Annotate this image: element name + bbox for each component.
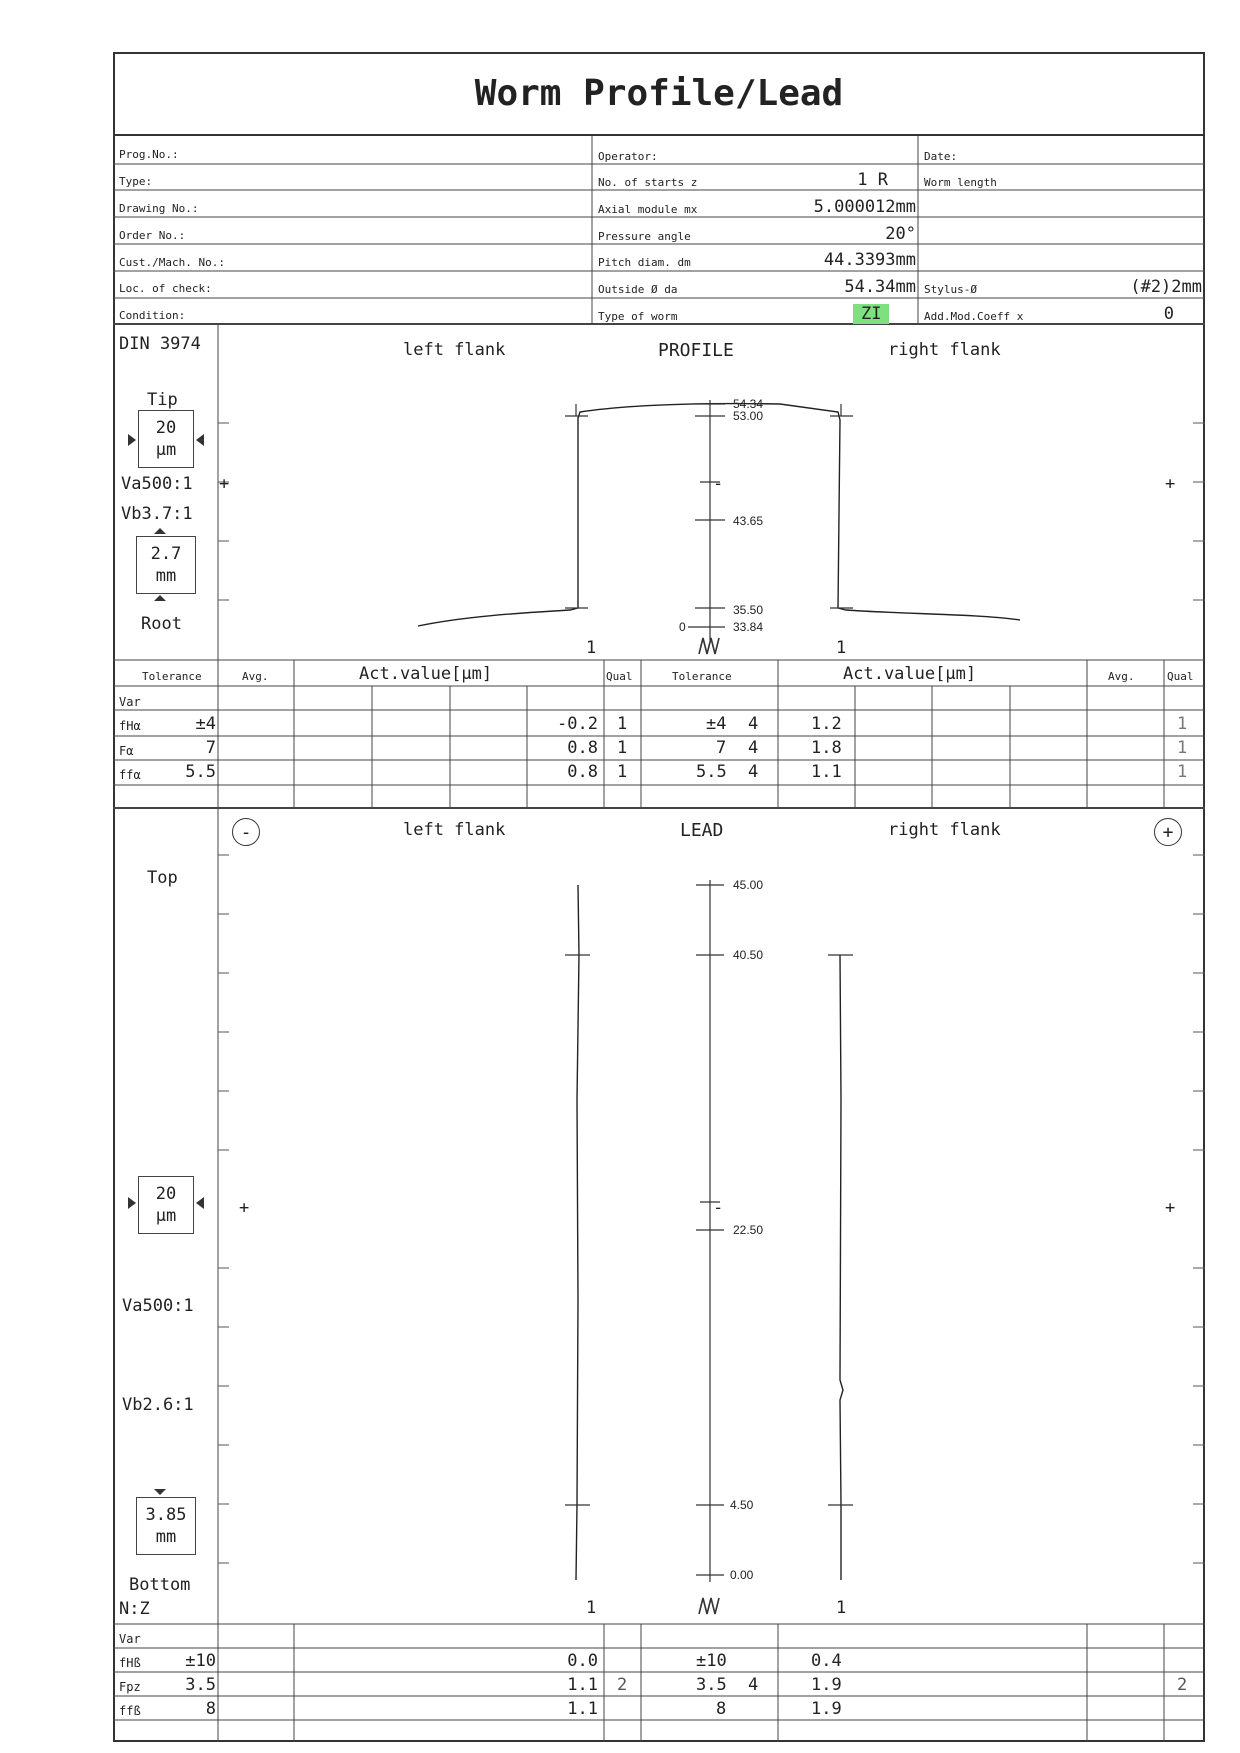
header-no-of-starts: No. of starts z: [598, 176, 698, 189]
row-fpz-act-right: 1.9: [811, 1675, 842, 1695]
value-outside-diam: 54.34mm: [844, 277, 916, 297]
header-date: Date:: [924, 150, 958, 163]
row-ffa-q-right: 4: [748, 762, 759, 782]
header-type: Type:: [119, 175, 153, 188]
row-ffb-name: ffß: [119, 1704, 141, 1718]
row-fpz-tol-left: 3.5: [185, 1675, 216, 1695]
lead-top-label: Top: [147, 868, 178, 888]
value-add-mod-coeff: 0: [1163, 304, 1174, 324]
lead-scale-box-mm: [136, 1497, 196, 1555]
profile-table-var: Var: [119, 695, 141, 709]
profile-tick-33-84: 33.84: [733, 620, 764, 634]
value-axial-module: 5.000012mm: [813, 197, 916, 217]
row-ffa-name: ffα: [119, 768, 141, 782]
lead-left-flank: left flank: [403, 820, 506, 840]
value-type-of-worm: ZI: [853, 304, 889, 324]
lead-title: LEAD: [680, 820, 724, 841]
row-fhb-tol-left: ±10: [185, 1651, 216, 1671]
header-add-mod-coeff: Add.Mod.Coeff x: [924, 310, 1024, 323]
worm-thread-icon-lead: [697, 1596, 723, 1616]
profile-root-label: Root: [141, 614, 182, 634]
row-fha-act-right: 1.2: [811, 714, 842, 734]
profile-right-flank: right flank: [888, 340, 1001, 360]
profile-table-header-qual-left: Qual: [606, 670, 633, 683]
profile-scale-unit-mm: mm: [155, 566, 177, 586]
profile-table-header-tolerance-right: Tolerance: [672, 670, 732, 683]
value-no-of-starts: 1 R: [857, 170, 888, 190]
header-axial-module: Axial module mx: [598, 203, 698, 216]
row-fhb-act-right: 0.4: [811, 1651, 842, 1671]
row-fha-qual-left: 1: [617, 714, 628, 734]
lead-tick-4-50: 4.50: [730, 1498, 754, 1512]
row-fpz-name: Fpz: [119, 1680, 141, 1694]
row-ffb-tol-right: 8: [716, 1699, 727, 1719]
row-fa-qual-left: 1: [617, 738, 628, 758]
row-ffb-tol-left: 8: [205, 1699, 216, 1719]
profile-scale-value-mm: 2.7: [150, 544, 182, 564]
row-fha-name: fHα: [119, 719, 141, 733]
lead-scale-box-um: [138, 1176, 194, 1234]
header-stylus: Stylus-Ø: [924, 283, 977, 296]
row-fa-name: Fα: [119, 744, 134, 758]
lead-scale-unit-mm: mm: [155, 1527, 177, 1547]
lead-tooth-left: 1: [586, 1598, 597, 1618]
lead-table-var: Var: [119, 1632, 141, 1646]
row-fpz-q-right: 4: [748, 1675, 759, 1695]
header-prog-no: Prog.No.:: [119, 148, 179, 161]
lead-tick-45-00: 45.00: [733, 878, 764, 892]
lead-plus-right: +: [1165, 1198, 1176, 1218]
profile-table-header-act-left: Act.value[µm]: [359, 664, 493, 684]
header-operator: Operator:: [598, 150, 658, 163]
row-fa-tol-right: 7: [716, 738, 727, 758]
profile-table-header-avg-left: Avg.: [242, 670, 269, 683]
profile-tick-43-65: 43.65: [733, 514, 764, 528]
profile-scale-value-um: 20: [155, 418, 177, 438]
lead-tick-22-50: 22.50: [733, 1223, 764, 1237]
profile-tick-35-50: 35.50: [733, 603, 764, 617]
profile-tooth-left: 1: [586, 638, 597, 658]
profile-tip-label: Tip: [147, 390, 178, 410]
header-condition: Condition:: [119, 309, 186, 322]
lead-vb: Vb2.6:1: [122, 1395, 194, 1415]
profile-plus-left: +: [219, 474, 230, 494]
lead-tick-0-00: 0.00: [730, 1568, 754, 1582]
profile-tick-54-34: 54.34: [733, 397, 764, 411]
profile-va: Va500:1: [121, 474, 193, 494]
plus-circle-icon: [1154, 818, 1182, 846]
header-drawing-no: Drawing No.:: [119, 202, 199, 215]
profile-table-header-qual-right: Qual: [1167, 670, 1194, 683]
row-fhb-name: fHß: [119, 1656, 141, 1670]
row-fa-q-right: 4: [748, 738, 759, 758]
row-fa-qual-right: 1: [1177, 738, 1188, 758]
row-ffa-tol-right: 5.5: [696, 762, 727, 782]
row-fa-act-left: 0.8: [567, 738, 598, 758]
row-ffa-act-left: 0.8: [567, 762, 598, 782]
page-title: Worm Profile/Lead: [113, 52, 1205, 136]
profile-table-header-avg-right: Avg.: [1108, 670, 1135, 683]
row-ffa-qual-left: 1: [617, 762, 628, 782]
lead-minus-center: -: [713, 1198, 724, 1218]
row-fa-act-right: 1.8: [811, 738, 842, 758]
header-outside-diam: Outside Ø da: [598, 283, 678, 296]
row-fhb-act-left: 0.0: [567, 1651, 598, 1671]
row-ffa-tol-left: 5.5: [185, 762, 216, 782]
lead-scale-unit-um: µm: [155, 1206, 177, 1226]
profile-left-flank: left flank: [403, 340, 506, 360]
row-ffb-act-left: 1.1: [567, 1699, 598, 1719]
row-fha-tol-left: ±4: [195, 714, 216, 734]
header-order-no: Order No.:: [119, 229, 186, 242]
row-fpz-tol-right: 3.5: [696, 1675, 727, 1695]
row-fa-tol-left: 7: [205, 738, 216, 758]
profile-minus-center: -: [713, 474, 724, 494]
value-pressure-angle: 20°: [885, 224, 916, 244]
din-standard: DIN 3974: [119, 334, 201, 354]
lead-nz-label: N:Z: [119, 1599, 150, 1619]
header-worm-length: Worm length: [924, 176, 997, 189]
plus-circle-glyph: +: [1162, 821, 1174, 843]
row-ffa-qual-right: 1: [1177, 762, 1188, 782]
value-pitch-diam: 44.3393mm: [823, 250, 916, 270]
row-fpz-qual-left: 2: [617, 1675, 628, 1695]
row-fha-qual-right: 1: [1177, 714, 1188, 734]
header-pitch-diam: Pitch diam. dm: [598, 256, 691, 269]
lead-right-flank: right flank: [888, 820, 1001, 840]
profile-vb: Vb3.7:1: [121, 504, 193, 524]
header-type-of-worm: Type of worm: [598, 310, 678, 323]
lead-plus-left: +: [239, 1198, 250, 1218]
row-fha-q-right: 4: [748, 714, 759, 734]
header-cust-mach-no: Cust./Mach. No.:: [119, 256, 225, 269]
header-pressure-angle: Pressure angle: [598, 230, 691, 243]
profile-title: PROFILE: [658, 340, 734, 361]
minus-circle-icon: [232, 818, 260, 846]
lead-tooth-right: 1: [836, 1598, 847, 1618]
header-loc-of-check: Loc. of check:: [119, 282, 212, 295]
profile-scale-box-mm: [136, 536, 196, 594]
lead-va: Va500:1: [122, 1296, 194, 1316]
row-fhb-tol-right: ±10: [696, 1651, 727, 1671]
minus-circle-glyph: -: [240, 821, 252, 843]
lead-tick-40-50: 40.50: [733, 948, 764, 962]
lead-scale-value-um: 20: [155, 1184, 177, 1204]
profile-trace: [418, 404, 1020, 626]
value-stylus: (#2)2mm: [1130, 277, 1202, 297]
profile-table-header-tolerance-left: Tolerance: [142, 670, 202, 683]
profile-scale-box-um: [138, 410, 194, 468]
row-fha-tol-right: ±4: [706, 714, 727, 734]
profile-tick-53-00: 53.00: [733, 409, 764, 423]
row-fha-act-left: -0.2: [557, 714, 598, 734]
lead-bottom-label: Bottom: [129, 1575, 191, 1595]
lead-scale-value-mm: 3.85: [145, 1505, 187, 1525]
profile-scale-unit-um: µm: [155, 440, 177, 460]
profile-tooth-right: 1: [836, 638, 847, 658]
profile-table-header-act-right: Act.value[µm]: [843, 664, 977, 684]
row-ffa-act-right: 1.1: [811, 762, 842, 782]
row-fpz-qual-right: 2: [1177, 1675, 1188, 1695]
row-ffb-act-right: 1.9: [811, 1699, 842, 1719]
worm-thread-icon: [697, 636, 723, 656]
row-fpz-act-left: 1.1: [567, 1675, 598, 1695]
profile-plus-right: +: [1165, 474, 1176, 494]
profile-tick-zero: 0: [679, 620, 686, 634]
